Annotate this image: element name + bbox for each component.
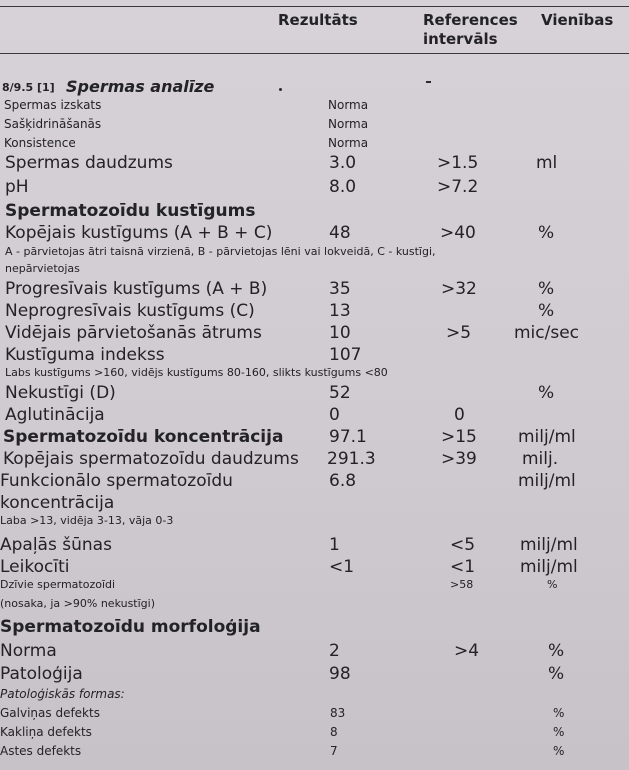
row-reference: >39 bbox=[441, 449, 477, 469]
row-name: Leikocīti bbox=[0, 557, 70, 577]
note: A - pārvietojas ātri taisnā virzienā, B - pārvietojas lēni vai lokveidā, C - kustīgi, bbox=[5, 245, 436, 258]
row-name: Konsistence bbox=[4, 136, 76, 150]
row-result: Norma bbox=[328, 136, 369, 150]
row-reference: 0 bbox=[454, 405, 465, 425]
row-unit: % bbox=[553, 744, 565, 758]
subsection-heading: Spermatozoīdu morfoloģija bbox=[0, 617, 261, 637]
row-result: 83 bbox=[330, 706, 346, 720]
row-result: 0 bbox=[329, 405, 340, 425]
row-reference: >58 bbox=[450, 578, 474, 591]
row-result: Norma bbox=[328, 117, 369, 131]
row-name: Kustīguma indekss bbox=[5, 345, 165, 365]
row-name: Nekustīgi (D) bbox=[5, 383, 116, 403]
row-reference: >5 bbox=[446, 323, 472, 343]
row-result: 98 bbox=[329, 664, 351, 684]
row-result: 10 bbox=[329, 323, 351, 343]
row-unit: % bbox=[547, 578, 558, 591]
row-unit: milj/ml bbox=[520, 557, 578, 577]
row-name: Galviņas defekts bbox=[0, 706, 100, 720]
row-name: Sašķidrināšanās bbox=[4, 117, 102, 131]
row-name: Spermas izskats bbox=[4, 98, 102, 112]
note: Patoloģiskās formas: bbox=[0, 687, 125, 701]
row-name: Progresīvais kustīgums (A + B) bbox=[5, 279, 268, 299]
row-reference: >1.5 bbox=[437, 153, 479, 173]
row-unit: % bbox=[538, 301, 555, 321]
top-rule bbox=[0, 6, 629, 7]
row-reference: >40 bbox=[440, 223, 476, 243]
row-name: Patoloģija bbox=[0, 664, 83, 684]
row-result: 13 bbox=[329, 301, 351, 321]
row-unit: % bbox=[553, 725, 565, 739]
row-result: 52 bbox=[329, 383, 351, 403]
section-code: 8/9.5 [1] bbox=[2, 81, 55, 94]
header-units: Vienības bbox=[541, 11, 614, 29]
row-unit: milj/ml bbox=[518, 471, 576, 491]
row-result: 7 bbox=[330, 744, 338, 758]
header-rule bbox=[0, 53, 629, 54]
row-result: 8 bbox=[330, 725, 338, 739]
row-name: Kopējais kustīgums (A + B + C) bbox=[5, 223, 273, 243]
stray-dash bbox=[426, 81, 431, 83]
row-unit: % bbox=[553, 706, 565, 720]
note: Laba >13, vidēja 3-13, vāja 0-3 bbox=[0, 514, 174, 527]
row-unit: % bbox=[538, 223, 555, 243]
note: Dzīvie spermatozoīdi bbox=[0, 578, 116, 591]
row-unit: % bbox=[548, 664, 565, 684]
row-result: 1 bbox=[329, 535, 340, 555]
row-name: Kopējais spermatozoīdu daudzums bbox=[3, 449, 299, 469]
row-name: Aglutinācija bbox=[5, 405, 105, 425]
row-name: Vidējais pārvietošanās ātrums bbox=[5, 323, 262, 343]
row-reference: <5 bbox=[450, 535, 476, 555]
row-name: Spermas daudzums bbox=[5, 153, 173, 173]
row-unit: milj. bbox=[522, 449, 559, 469]
row-result: <1 bbox=[329, 557, 355, 577]
row-name: Neprogresīvais kustīgums (C) bbox=[5, 301, 255, 321]
row-name: Apaļās šūnas bbox=[0, 535, 112, 555]
row-result: 97.1 bbox=[329, 427, 367, 447]
row-result: 3.0 bbox=[329, 153, 357, 173]
row-result: Norma bbox=[328, 98, 369, 112]
row-reference: >15 bbox=[441, 427, 477, 447]
row-reference: >7.2 bbox=[437, 177, 479, 197]
note: nepārvietojas bbox=[5, 262, 80, 275]
header-result: Rezultāts bbox=[278, 11, 358, 29]
row-name: Spermatozoīdu koncentrācija bbox=[3, 427, 284, 447]
row-name: Norma bbox=[0, 641, 57, 661]
row-result: 2 bbox=[329, 641, 340, 661]
header-reference: References bbox=[423, 11, 518, 29]
row-result: 35 bbox=[329, 279, 351, 299]
row-unit: % bbox=[538, 279, 555, 299]
row-unit: mic/sec bbox=[514, 323, 580, 343]
section-title: Spermas analīze bbox=[66, 77, 215, 96]
row-reference: >4 bbox=[454, 641, 480, 661]
row-result: 107 bbox=[329, 345, 362, 365]
row-name-cont: koncentrācija bbox=[0, 493, 115, 513]
row-result: 6.8 bbox=[329, 471, 357, 491]
row-name: Funkcionālo spermatozoīdu bbox=[0, 471, 233, 491]
row-unit: ml bbox=[536, 153, 558, 173]
subsection-heading: Spermatozoīdu kustīgums bbox=[5, 201, 256, 221]
row-unit: % bbox=[538, 383, 555, 403]
row-reference: <1 bbox=[450, 557, 476, 577]
row-unit: milj/ml bbox=[518, 427, 576, 447]
note: (nosaka, ja >90% nekustīgi) bbox=[0, 597, 156, 610]
row-unit: milj/ml bbox=[520, 535, 578, 555]
row-name: Kakliņa defekts bbox=[0, 725, 92, 739]
row-name: Astes defekts bbox=[0, 744, 82, 758]
header-reference-line2: intervāls bbox=[423, 30, 498, 48]
note: Labs kustīgums >160, vidējs kustīgums 80-160, slikts kustīgums <80 bbox=[5, 366, 388, 379]
stray-mark bbox=[279, 88, 282, 91]
row-result: 48 bbox=[329, 223, 351, 243]
row-reference: >32 bbox=[441, 279, 477, 299]
row-unit: % bbox=[548, 641, 565, 661]
row-result: 291.3 bbox=[327, 449, 376, 469]
row-name: pH bbox=[5, 177, 29, 197]
row-result: 8.0 bbox=[329, 177, 357, 197]
